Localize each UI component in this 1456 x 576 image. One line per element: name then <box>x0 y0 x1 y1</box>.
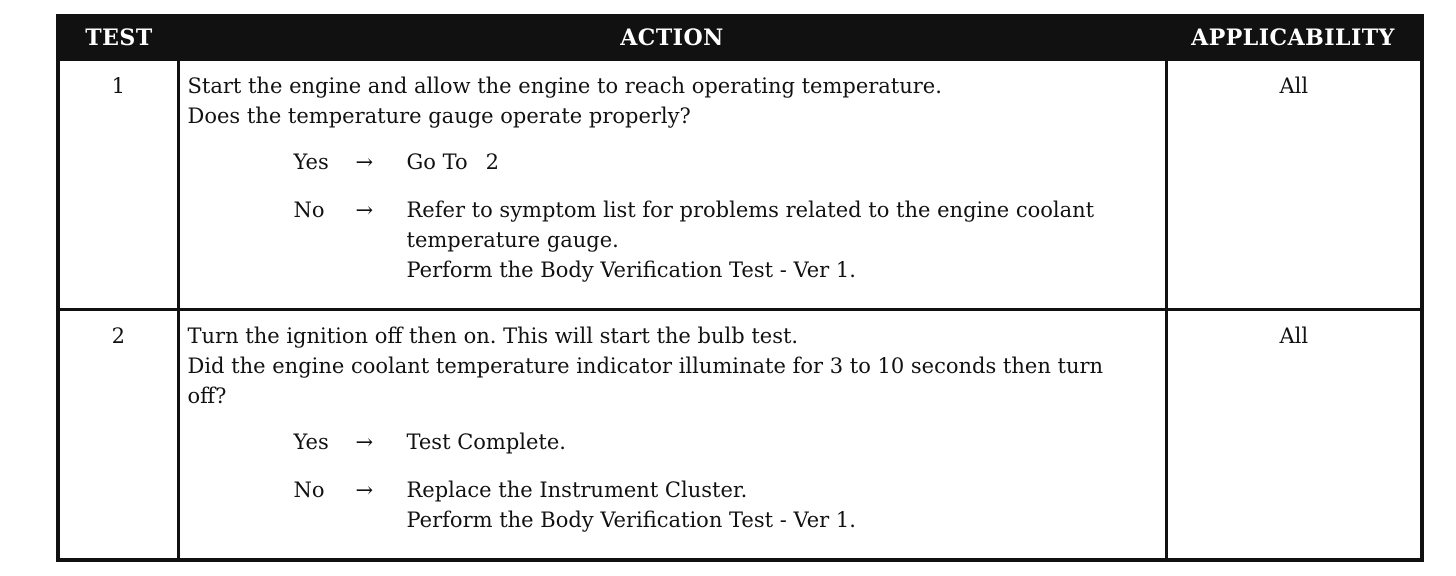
arrow-right-icon: → <box>355 430 374 454</box>
goto-text: Go To <box>406 150 468 174</box>
no-label: No <box>293 478 325 502</box>
test-number: 2 <box>58 310 178 561</box>
no-result-line: Perform the Body Verification Test - Ver 1. <box>406 508 856 532</box>
test-number: 1 <box>58 60 178 310</box>
yes-label: Yes <box>293 150 329 174</box>
question-line: off? <box>187 384 227 408</box>
no-result-line: Replace the Instrument Cluster. <box>406 478 748 502</box>
answer-list <box>294 427 1159 535</box>
yes-label: Yes <box>293 430 329 454</box>
header-action: ACTION <box>178 16 1166 60</box>
diagnostic-test-table <box>56 14 1424 562</box>
question-line: Turn the ignition off then on. This will start the bulb test. <box>187 324 799 348</box>
no-answer <box>294 475 1159 535</box>
yes-result <box>407 427 1159 457</box>
action-cell <box>178 310 1166 561</box>
answer-list <box>294 147 1159 285</box>
no-result-line: Refer to symptom list for problems related to the engine coolant <box>406 198 1095 222</box>
no-answer <box>294 195 1159 285</box>
question-line: Start the engine and allow the engine to reach operating temperature. <box>187 74 942 98</box>
action-cell <box>178 60 1166 310</box>
arrow-right-icon: → <box>355 198 374 222</box>
no-result-line: temperature gauge. <box>406 228 619 252</box>
no-result-line: Perform the Body Verification Test - Ver 1. <box>406 258 856 282</box>
table-row <box>58 310 1422 561</box>
no-label: No <box>293 198 325 222</box>
applicability-value: All <box>1166 60 1422 310</box>
yes-answer <box>294 147 1159 177</box>
table-row <box>58 60 1422 310</box>
yes-result <box>407 147 1159 177</box>
yes-answer <box>294 427 1159 457</box>
no-result <box>407 475 1159 535</box>
question-line: Did the engine coolant temperature indicator illuminate for 3 to 10 seconds then turn <box>187 354 1104 378</box>
question-line: Does the temperature gauge operate properly? <box>187 104 691 128</box>
header-test: TEST <box>58 16 178 60</box>
header-applicability: APPLICABILITY <box>1166 16 1422 60</box>
arrow-right-icon: → <box>355 478 374 502</box>
goto-test-number: 2 <box>485 150 499 174</box>
no-result <box>407 195 1159 285</box>
arrow-right-icon: → <box>355 150 374 174</box>
applicability-value: All <box>1166 310 1422 561</box>
table-header-row <box>58 16 1422 60</box>
yes-result-line: Test Complete. <box>406 430 566 454</box>
